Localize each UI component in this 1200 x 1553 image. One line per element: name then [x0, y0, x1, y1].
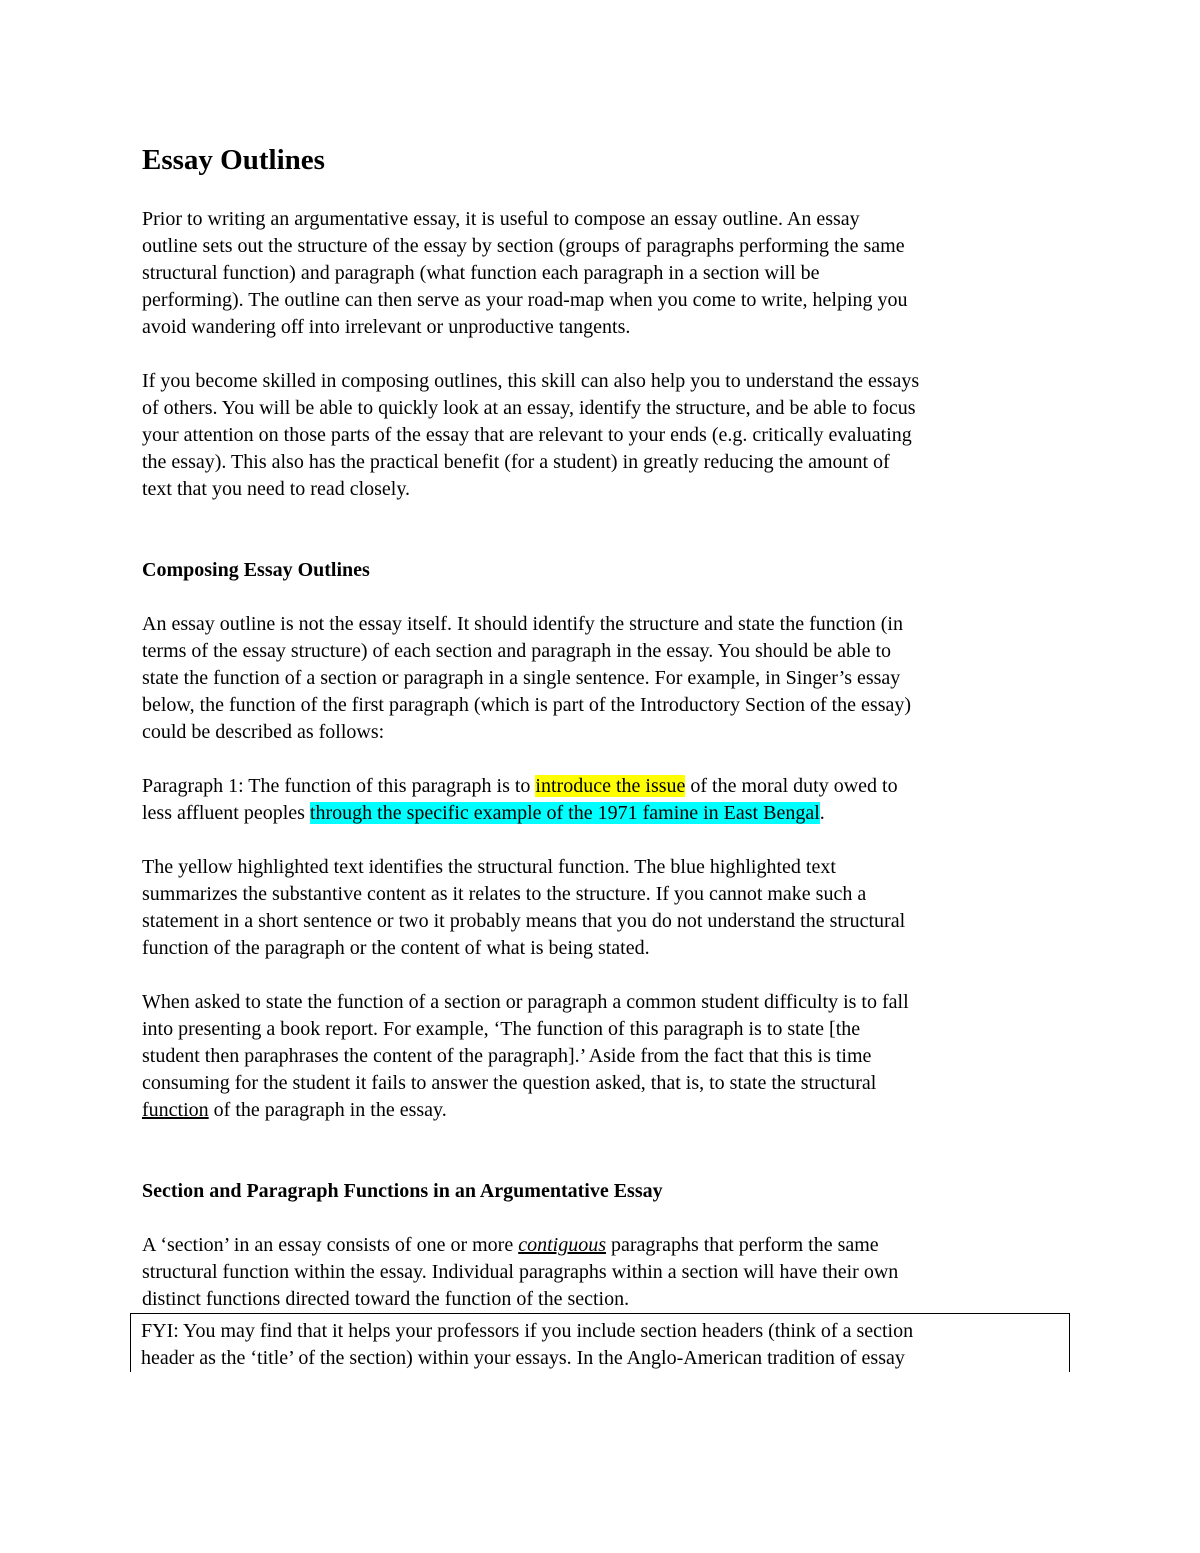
- text-span: Paragraph 1: The function of this paragraph is to: [142, 775, 536, 797]
- text-line: text that you need to read closely.: [142, 478, 411, 500]
- text-line: could be described as follows:: [142, 721, 385, 743]
- text-line: distinct functions directed toward the function of the section.: [142, 1288, 630, 1310]
- text-span: .: [819, 802, 825, 824]
- text-line: state the function of a section or paragraph in a single sentence. For example, in Singer’s essay: [142, 667, 901, 689]
- text-line: FYI: You may find that it helps your professors if you include section headers (think of a section: [141, 1320, 914, 1342]
- text-line: structural function) and paragraph (what function each paragraph in a section will be: [142, 262, 820, 284]
- text-line: [142, 773, 1072, 800]
- text-line: header as the ‘title’ of the section) within your essays. In the Anglo-American tradition of essay: [141, 1347, 905, 1369]
- text-line: the essay). This also has the practical benefit (for a student) in greatly reducing the amount of: [142, 451, 890, 473]
- text-span: of the paragraph in the essay.: [208, 1099, 447, 1121]
- text-line: outline sets out the structure of the essay by section (groups of paragraphs performing the same: [142, 235, 905, 257]
- text-line: terms of the essay structure) of each section and paragraph in the essay. You should be able to: [142, 640, 892, 662]
- functions-paragraph-1: [142, 1232, 1072, 1313]
- intro-paragraph-2: [142, 368, 1072, 503]
- emphasized-word: contiguous: [518, 1234, 606, 1256]
- text-line: statement in a short sentence or two it probably means that you do not understand the structural: [142, 910, 906, 932]
- text-span: paragraphs that perform the same: [606, 1234, 879, 1256]
- text-line: [142, 1097, 1072, 1124]
- section-heading-functions: Section and Paragraph Functions in an Argumentative Essay: [142, 1180, 663, 1202]
- text-line: [142, 1232, 1072, 1259]
- section-heading-composing: Composing Essay Outlines: [142, 559, 370, 581]
- intro-paragraph-1: [142, 206, 1072, 341]
- underlined-word: function: [142, 1099, 209, 1121]
- text-line: summarizes the substantive content as it relates to the structure. If you cannot make such a: [142, 883, 867, 905]
- text-line: Prior to writing an argumentative essay, it is useful to compose an essay outline. An essay: [142, 208, 860, 230]
- page-title: Essay Outlines: [142, 144, 325, 176]
- text-line: When asked to state the function of a section or paragraph a common student difficulty is to fall: [142, 991, 909, 1013]
- text-line: student then paraphrases the content of the paragraph].’ Aside from the fact that this is time: [142, 1045, 872, 1067]
- text-line: An essay outline is not the essay itself. It should identify the structure and state the function (in: [142, 613, 903, 635]
- text-span: of the moral duty owed to: [685, 775, 898, 797]
- text-line: below, the function of the first paragraph (which is part of the Introductory Section of the essay): [142, 694, 912, 716]
- document-page: [142, 140, 1072, 1313]
- blue-highlight: through the specific example of the 1971 famine in East Bengal: [309, 802, 820, 824]
- text-line: If you become skilled in composing outlines, this skill can also help you to understand the essays: [142, 370, 920, 392]
- text-line: [142, 800, 1072, 827]
- text-line: performing). The outline can then serve as your road-map when you come to write, helping you: [142, 289, 908, 311]
- text-line: avoid wandering off into irrelevant or unproductive tangents.: [142, 316, 631, 338]
- text-line: your attention on those parts of the essay that are relevant to your ends (e.g. critically evaluating: [142, 424, 912, 446]
- text-span: A ‘section’ in an essay consists of one or more: [142, 1234, 519, 1256]
- text-line: into presenting a book report. For example, ‘The function of this paragraph is to state [the: [142, 1018, 861, 1040]
- composing-paragraph-1: [142, 611, 1072, 746]
- text-line: function of the paragraph or the content of what is being stated.: [142, 937, 650, 959]
- composing-paragraph-4: [142, 989, 1072, 1124]
- text-line: of others. You will be able to quickly look at an essay, identify the structure, and be able to focus: [142, 397, 916, 419]
- example-paragraph: [142, 773, 1072, 827]
- composing-paragraph-3: [142, 854, 1072, 962]
- text-line: The yellow highlighted text identifies the structural function. The blue highlighted text: [142, 856, 836, 878]
- fyi-box: [130, 1313, 1070, 1372]
- yellow-highlight: introduce the issue: [535, 775, 686, 797]
- text-span: less affluent peoples: [142, 802, 310, 824]
- text-line: consuming for the student it fails to answer the question asked, that is, to state the structural: [142, 1072, 877, 1094]
- text-line: structural function within the essay. Individual paragraphs within a section will have their own: [142, 1261, 899, 1283]
